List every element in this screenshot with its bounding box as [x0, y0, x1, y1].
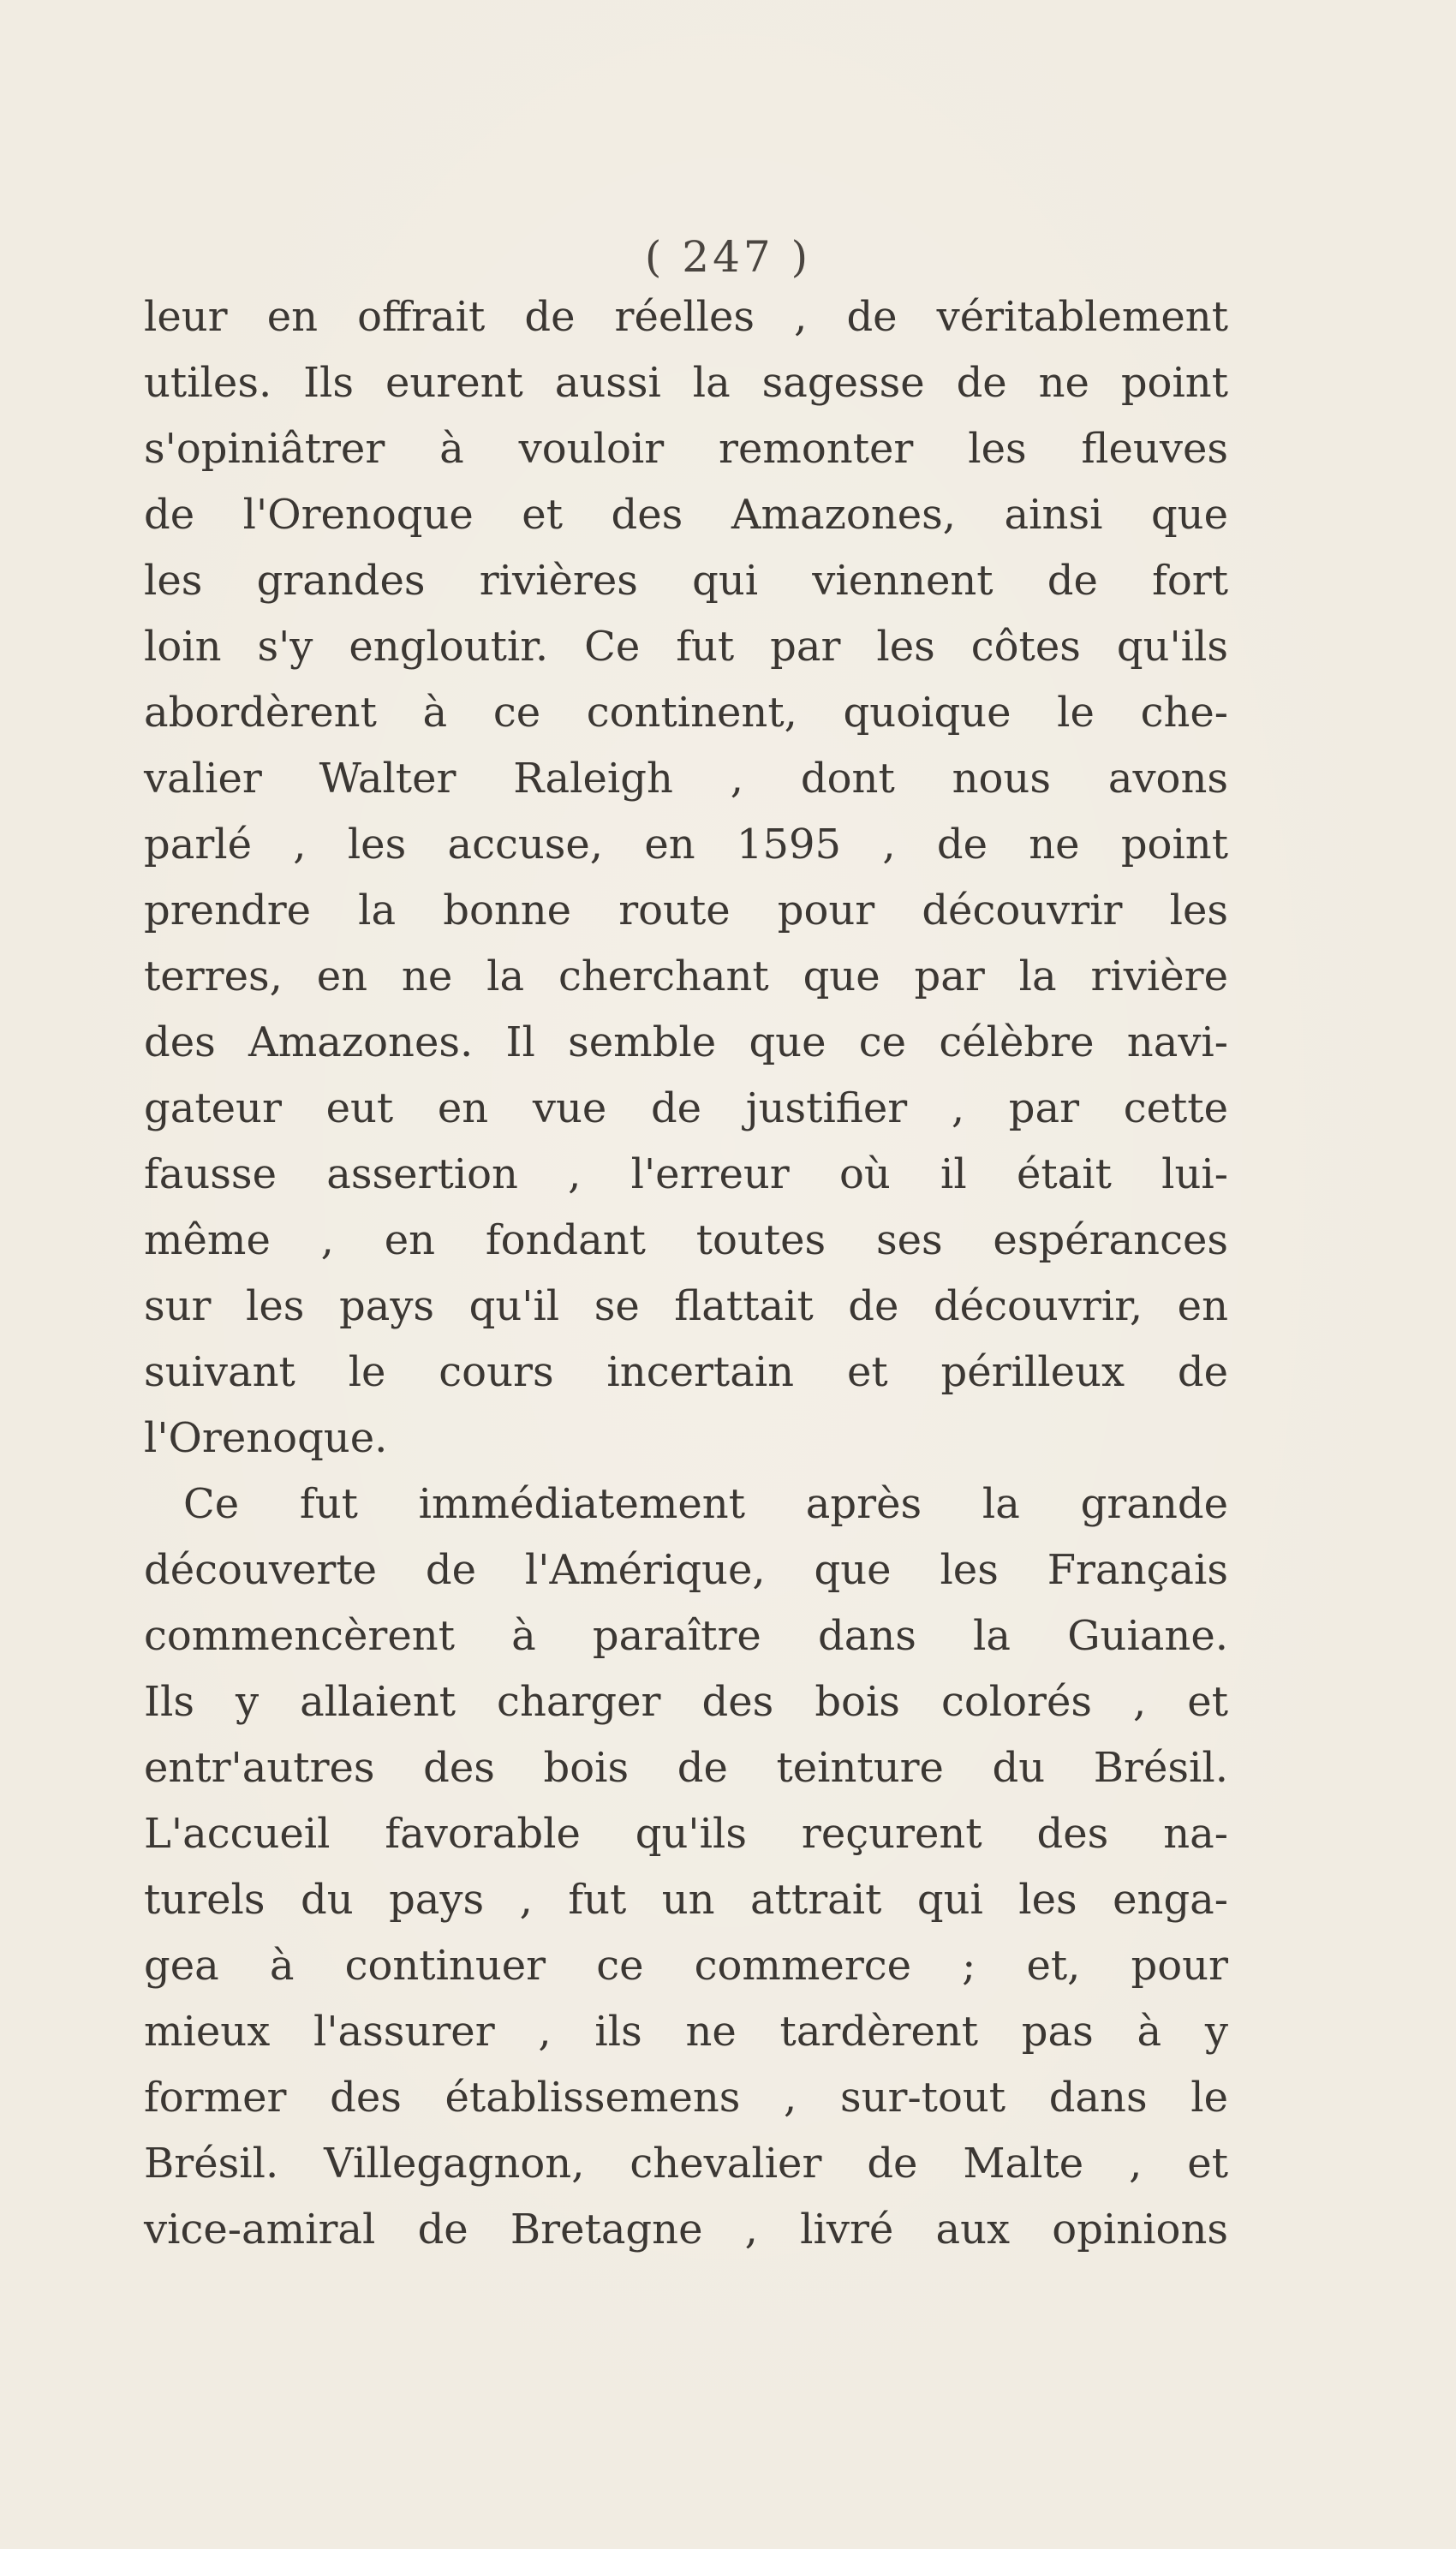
text-line: leur en offrait de réelles , de véritablement	[144, 293, 1228, 341]
text-line: sur les pays qu'il se flattait de découvrir, en	[144, 1282, 1228, 1330]
text-line: des Amazones. Il semble que ce célèbre navi-	[144, 1018, 1228, 1066]
text-line: Ils y allaient charger des bois colorés , et	[144, 1678, 1228, 1726]
text-line: gateur eut en vue de justifier , par cette	[144, 1084, 1228, 1132]
text-line: s'opiniâtrer à vouloir remonter les fleuves	[144, 425, 1228, 473]
text-line: vice-amiral de Bretagne , livré aux opinions	[144, 2206, 1228, 2254]
text-line: même , en fondant toutes ses espérances	[144, 1216, 1228, 1264]
text-line: les grandes rivières qui viennent de fort	[144, 557, 1228, 605]
text-line: prendre la bonne route pour découvrir les	[144, 886, 1228, 934]
text-line: terres, en ne la cherchant que par la rivière	[144, 952, 1228, 1000]
text-line: L'accueil favorable qu'ils reçurent des na-	[144, 1810, 1228, 1858]
text-line: entr'autres des bois de teinture du Brésil.	[144, 1744, 1228, 1792]
text-line: turels du pays , fut un attrait qui les enga-	[144, 1876, 1228, 1924]
text-line: abordèrent à ce continent, quoique le che-	[144, 689, 1228, 737]
text-line: découverte de l'Amérique, que les Français	[144, 1546, 1228, 1594]
text-line: former des établissemens , sur-tout dans le	[144, 2074, 1228, 2122]
body-text	[144, 284, 1228, 2263]
text-line: gea à continuer ce commerce ; et, pour	[144, 1942, 1228, 1990]
page-number: ( 247 )	[644, 232, 812, 282]
text-line: loin s'y engloutir. Ce fut par les côtes qu'ils	[144, 623, 1228, 671]
text-line: valier Walter Raleigh , dont nous avons	[144, 755, 1228, 803]
text-line: Ce fut immédiatement après la grande	[183, 1480, 1228, 1528]
text-line: parlé , les accuse, en 1595 , de ne point	[144, 821, 1228, 869]
text-line: de l'Orenoque et des Amazones, ainsi que	[144, 491, 1228, 539]
text-line: Brésil. Villegagnon, chevalier de Malte , et	[144, 2140, 1228, 2188]
text-line: l'Orenoque.	[144, 1414, 388, 1462]
text-line: suivant le cours incertain et périlleux de	[144, 1348, 1228, 1396]
text-line: utiles. Ils eurent aussi la sagesse de ne point	[144, 359, 1228, 407]
text-line: commencèrent à paraître dans la Guiane.	[144, 1612, 1228, 1660]
text-line: fausse assertion , l'erreur où il était lui-	[144, 1150, 1228, 1198]
text-line: mieux l'assurer , ils ne tardèrent pas à y	[144, 2008, 1228, 2056]
